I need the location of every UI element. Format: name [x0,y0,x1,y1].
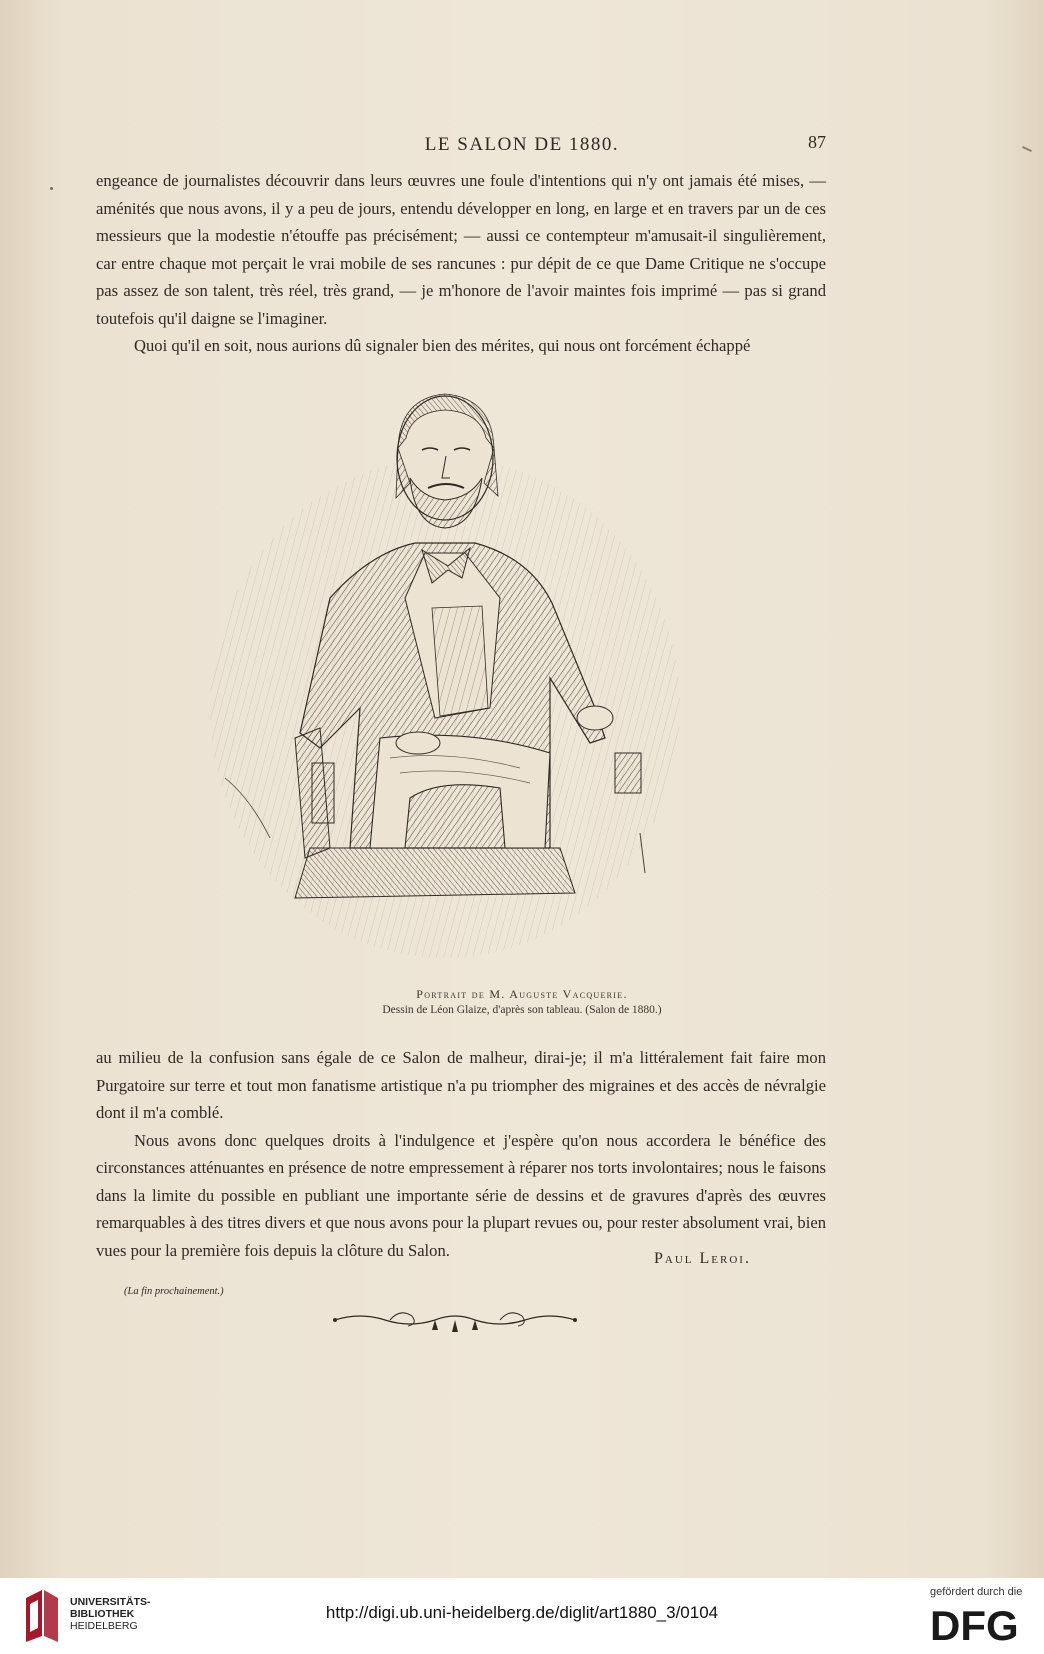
paragraph: Nous avons donc quelques droits à l'indulgence et j'espère qu'on nous accordera le bénéfice des circonstances atténuantes en présence de notre empressement à réparer nos torts involontaires; nous le faisons dans la limite du possible en publiant une importante série de dessins et de gravures d'après des œuvres remarquables à des titres divers et que nous avons pour la plupart revues ou, pour rester absolument vrai, bien vues pour la première fois depuis la clôture du Salon. [96,1130,826,1260]
sponsor-label: gefördert durch die [930,1586,1023,1598]
paragraph: au milieu de la confusion sans égale de ce Salon de malheur, dirai-je; il m'a littéralement fait faire mon Purgatoire sur terre et tout mon fanatisme artistique n'a pu triompher des migraines et des accès de névralgie dont il m'a comblé. [96,1048,826,1122]
portrait-engraving [200,378,690,978]
portrait-illustration [200,378,690,978]
paragraph: Quoi qu'il en soit, nous aurions dû signaler bien des mérites, qui nous ont forcément échappé [134,336,751,355]
tailpiece-ornament-icon [330,1302,580,1338]
permalink-url[interactable]: http://digi.ub.uni-heidelberg.de/diglit/art1880_3/0104 [325,1603,719,1622]
paragraph: engeance de journalistes découvrir dans leurs œuvres une foule d'intentions qui n'y ont jamais été mises, — aménités que nous avons, il y a peu de jours, entendu développer en long, en large et en travers par un de ces messieurs que la modestie n'étouffe pas précisément; — aussi ce contempteur m'amusait-il singulièrement, car entre chaque mot perçait le vrai mobile de ses rancunes : pur dépit de ce que Dame Critique ne s'occupe pas assez de son talent, très réel, très grand, — je m'honore de l'avoir maintes fois imprimé — pas si grand toutefois qu'il daigne se l'imaginer. [96,171,826,328]
body-text-top [96,167,826,360]
running-title: LE SALON DE 1880. [424,134,620,155]
caption-title: Portrait de M. Auguste Vacquerie. [416,987,628,1001]
margin-speck [50,187,53,190]
body-text-bottom [96,1044,826,1264]
page-number: 87 [808,132,826,152]
viewer-footer [0,1578,1044,1654]
caption-credit: Dessin de Léon Glaize, d'après son tableau. (Salon de 1880.) [382,1004,662,1016]
figure-caption [0,986,1044,1018]
svg-text:DFG: DFG [930,1602,1019,1646]
author-signature: Paul Leroi. [654,1250,751,1267]
library-name: UNIVERSITÄTS- BIBLIOTHEK HEIDELBERG [70,1596,151,1632]
dfg-logo-icon [930,1602,1030,1646]
continuation-note: (La fin prochainement.) [124,1286,224,1297]
